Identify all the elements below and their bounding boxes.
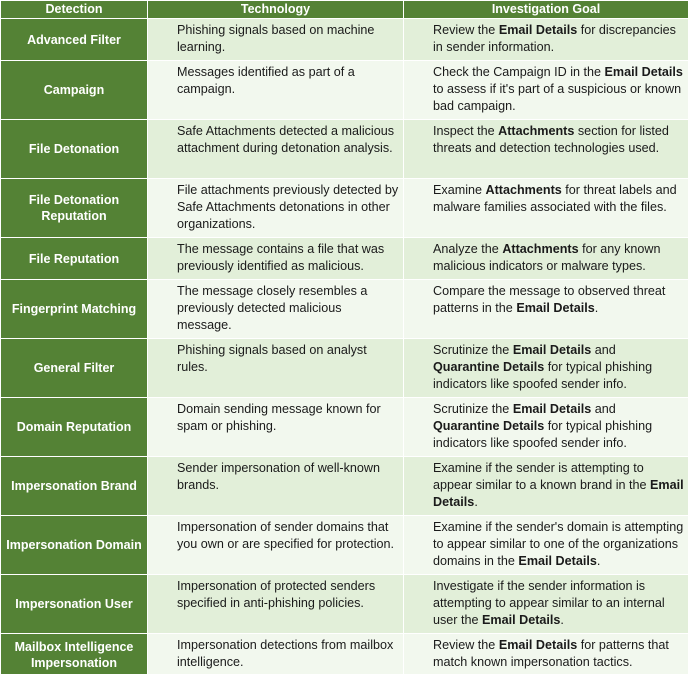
goal-text: Review the — [433, 638, 499, 652]
technology-cell: Messages identified as part of a campaign. — [148, 61, 404, 120]
detection-cell: Impersonation User — [1, 575, 148, 634]
investigation-goal-cell — [404, 280, 688, 339]
goal-text: . — [560, 613, 564, 627]
detection-cell: File Detonation — [1, 120, 148, 179]
investigation-goal-cell — [404, 516, 688, 575]
investigation-goal-cell — [404, 398, 688, 457]
table-row — [1, 61, 688, 120]
goal-text: . — [596, 554, 601, 568]
technology-cell: Impersonation detections from mailbox intelligence. — [148, 634, 404, 674]
investigation-goal-cell — [404, 120, 688, 179]
goal-text: section for listed threats and detection technologies used. — [433, 124, 669, 155]
table-row — [1, 19, 688, 61]
goal-emphasis: Email Details — [516, 301, 595, 315]
goal-text: and — [591, 402, 616, 416]
table-row — [1, 516, 688, 575]
goal-text: Analyze the — [433, 242, 503, 256]
goal-emphasis: Email Details — [512, 402, 592, 416]
detection-cell: Advanced Filter — [1, 19, 148, 61]
goal-text: for typical phishing indicators like spoofed sender info. — [433, 360, 653, 391]
goal-emphasis: Email Details — [604, 65, 683, 79]
goal-emphasis: Attachments — [498, 124, 575, 138]
goal-emphasis: Quarantine Details — [433, 360, 545, 374]
detection-cell: Impersonation Domain — [1, 516, 148, 575]
header-goal: Investigation Goal — [404, 1, 688, 19]
goal-text: Check the Campaign ID in the — [433, 65, 605, 79]
goal-text: for typical phishing indicators like spoofed sender info. — [433, 419, 653, 450]
goal-text: for any known malicious indicators or malware types. — [433, 242, 661, 273]
goal-text: Review the — [433, 23, 499, 37]
technology-cell: Safe Attachments detected a malicious attachment during detonation analysis. — [148, 120, 404, 179]
goal-text: . — [594, 301, 599, 315]
detection-cell: Fingerprint Matching — [1, 280, 148, 339]
technology-cell: The message contains a file that was previously identified as malicious. — [148, 238, 404, 280]
investigation-goal-cell — [404, 634, 688, 674]
goal-text: for threat labels and malware families associated with the files. — [433, 183, 677, 214]
detection-cell: General Filter — [1, 339, 148, 398]
goal-emphasis: Attachments — [485, 183, 562, 197]
table-row — [1, 575, 688, 634]
detection-cell: File Reputation — [1, 238, 148, 280]
goal-emphasis: Email Details — [482, 613, 561, 627]
goal-text: for discrepancies in sender information. — [433, 23, 676, 54]
goal-text: . — [474, 495, 478, 509]
goal-text: Scrutinize the — [433, 402, 513, 416]
technology-cell: Phishing signals based on analyst rules. — [148, 339, 404, 398]
detection-cell: Domain Reputation — [1, 398, 148, 457]
table-row — [1, 457, 688, 516]
investigation-goal-cell — [404, 457, 688, 516]
goal-text: Examine — [433, 183, 486, 197]
investigation-goal-cell — [404, 19, 688, 61]
detection-cell: Impersonation Brand — [1, 457, 148, 516]
goal-text: Examine if the sender's domain is attempting to appear similar to one of the organizations domains in the — [433, 520, 684, 568]
header-detection: Detection — [1, 1, 148, 19]
table-row — [1, 339, 688, 398]
goal-emphasis: Quarantine Details — [433, 419, 545, 433]
technology-cell: The message closely resembles a previously detected malicious message. — [148, 280, 404, 339]
table-body — [1, 19, 688, 674]
technology-cell: File attachments previously detected by Safe Attachments detonations in other organizations. — [148, 179, 404, 238]
goal-text: and — [591, 343, 616, 357]
goal-text: to assess if it's part of a suspicious or known bad campaign. — [433, 82, 682, 113]
goal-emphasis: Email Details — [498, 23, 578, 37]
goal-text: Compare the message to observed threat patterns in the — [433, 284, 666, 315]
investigation-goal-cell — [404, 339, 688, 398]
investigation-goal-cell — [404, 575, 688, 634]
header-row — [1, 1, 688, 19]
detection-cell: Mailbox Intelligence Impersonation — [1, 634, 148, 674]
table-row — [1, 120, 688, 179]
goal-text: Inspect the — [433, 124, 499, 138]
detection-cell: Campaign — [1, 61, 148, 120]
goal-emphasis: Email Details — [498, 638, 578, 652]
technology-cell: Domain sending message known for spam or phishing. — [148, 398, 404, 457]
table-row — [1, 398, 688, 457]
goal-text: Scrutinize the — [433, 343, 513, 357]
goal-text: Examine if the sender is attempting to appear similar to a known brand in the — [433, 461, 651, 492]
investigation-goal-cell — [404, 61, 688, 120]
table-row — [1, 179, 688, 238]
goal-emphasis: Attachments — [502, 242, 579, 256]
technology-cell: Sender impersonation of well-known brands. — [148, 457, 404, 516]
table-row — [1, 238, 688, 280]
technology-cell: Impersonation of sender domains that you own or are specified for protection. — [148, 516, 404, 575]
header-technology: Technology — [148, 1, 404, 19]
table-row — [1, 634, 688, 674]
goal-text: for patterns that match known impersonation tactics. — [433, 638, 669, 669]
technology-cell: Impersonation of protected senders specified in anti-phishing policies. — [148, 575, 404, 634]
goal-text: Investigate if the sender information is attempting to appear similar to an internal user the — [433, 579, 665, 627]
investigation-goal-cell — [404, 238, 688, 280]
goal-emphasis: Email Details — [433, 478, 684, 509]
investigation-goal-cell — [404, 179, 688, 238]
goal-emphasis: Email Details — [518, 554, 597, 568]
goal-emphasis: Email Details — [512, 343, 592, 357]
technology-cell: Phishing signals based on machine learning. — [148, 19, 404, 61]
detection-cell: File Detonation Reputation — [1, 179, 148, 238]
table-row — [1, 280, 688, 339]
